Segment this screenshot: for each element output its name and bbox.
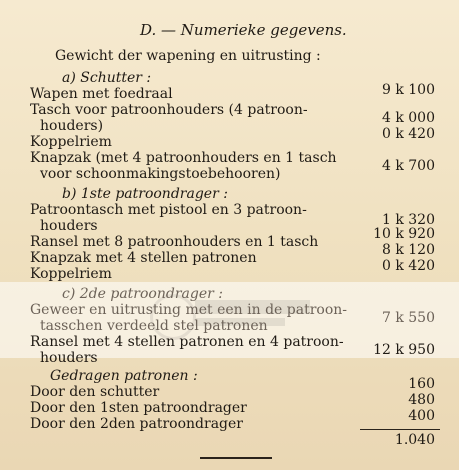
cartridges-line-1: Door den schutter bbox=[30, 384, 160, 400]
cartridges-title: Gedragen patronen : bbox=[50, 368, 198, 384]
cartridges-line-2: Door den 1sten patroondrager bbox=[30, 400, 247, 416]
section-a-line-5: Knapzak (met 4 patroonhouders en 1 tasch bbox=[30, 150, 337, 166]
section-c-value-2: 12 k 950 bbox=[373, 342, 435, 358]
section-b-title: b) 1ste patroondrager : bbox=[62, 186, 228, 202]
footer-rule bbox=[200, 457, 272, 459]
page-heading: D. — Numerieke gegevens. bbox=[140, 21, 347, 39]
cartridges-value-1: 160 bbox=[408, 376, 435, 392]
section-b-value-4: 0 k 420 bbox=[381, 258, 435, 274]
section-a-line-3: houders) bbox=[40, 118, 104, 134]
section-c-line-4: houders bbox=[40, 350, 98, 366]
section-c-line-1: Geweer en uitrusting met een in de patroon- bbox=[30, 302, 348, 318]
section-a-title: a) Schutter : bbox=[62, 70, 152, 86]
section-c-value-1: 7 k 550 bbox=[381, 310, 435, 326]
section-b-line-1: Patroontasch met pistool en 3 patroon- bbox=[30, 202, 307, 218]
cartridges-total: 1.040 bbox=[394, 432, 435, 448]
section-b-value-3: 8 k 120 bbox=[381, 242, 435, 258]
section-c-title: c) 2de patroondrager : bbox=[62, 286, 223, 302]
section-a-value-2: 4 k 000 bbox=[381, 110, 435, 126]
section-b-value-2: 10 k 920 bbox=[373, 226, 435, 242]
section-a-line-4: Koppelriem bbox=[30, 134, 112, 150]
section-b-line-2: houders bbox=[40, 218, 98, 234]
section-b-value-1: 1 k 320 bbox=[381, 212, 435, 228]
section-b-line-4: Knapzak met 4 stellen patronen bbox=[30, 250, 257, 266]
cartridges-line-3: Door den 2den patroondrager bbox=[30, 416, 244, 432]
section-a-value-4: 4 k 700 bbox=[381, 158, 435, 174]
cartridges-value-2: 480 bbox=[408, 392, 435, 408]
section-a-value-3: 0 k 420 bbox=[381, 126, 435, 142]
section-a-value-1: 9 k 100 bbox=[381, 82, 435, 98]
section-b-line-3: Ransel met 8 patroonhouders en 1 tasch bbox=[30, 234, 319, 250]
weight-heading: Gewicht der wapening en uitrusting : bbox=[55, 48, 321, 64]
section-c-line-2: tasschen verdeeld stel patronen bbox=[40, 318, 268, 334]
section-a-line-2: Tasch voor patroonhouders (4 patroon- bbox=[30, 102, 308, 118]
section-a-line-6: voor schoonmakingstoebehooren) bbox=[40, 166, 281, 182]
section-b-line-5: Koppelriem bbox=[30, 266, 112, 282]
sum-rule bbox=[360, 429, 440, 430]
section-a-line-1: Wapen met foedraal bbox=[30, 86, 173, 102]
cartridges-value-3: 400 bbox=[408, 408, 435, 424]
section-c-line-3: Ransel met 4 stellen patronen en 4 patroon- bbox=[30, 334, 344, 350]
